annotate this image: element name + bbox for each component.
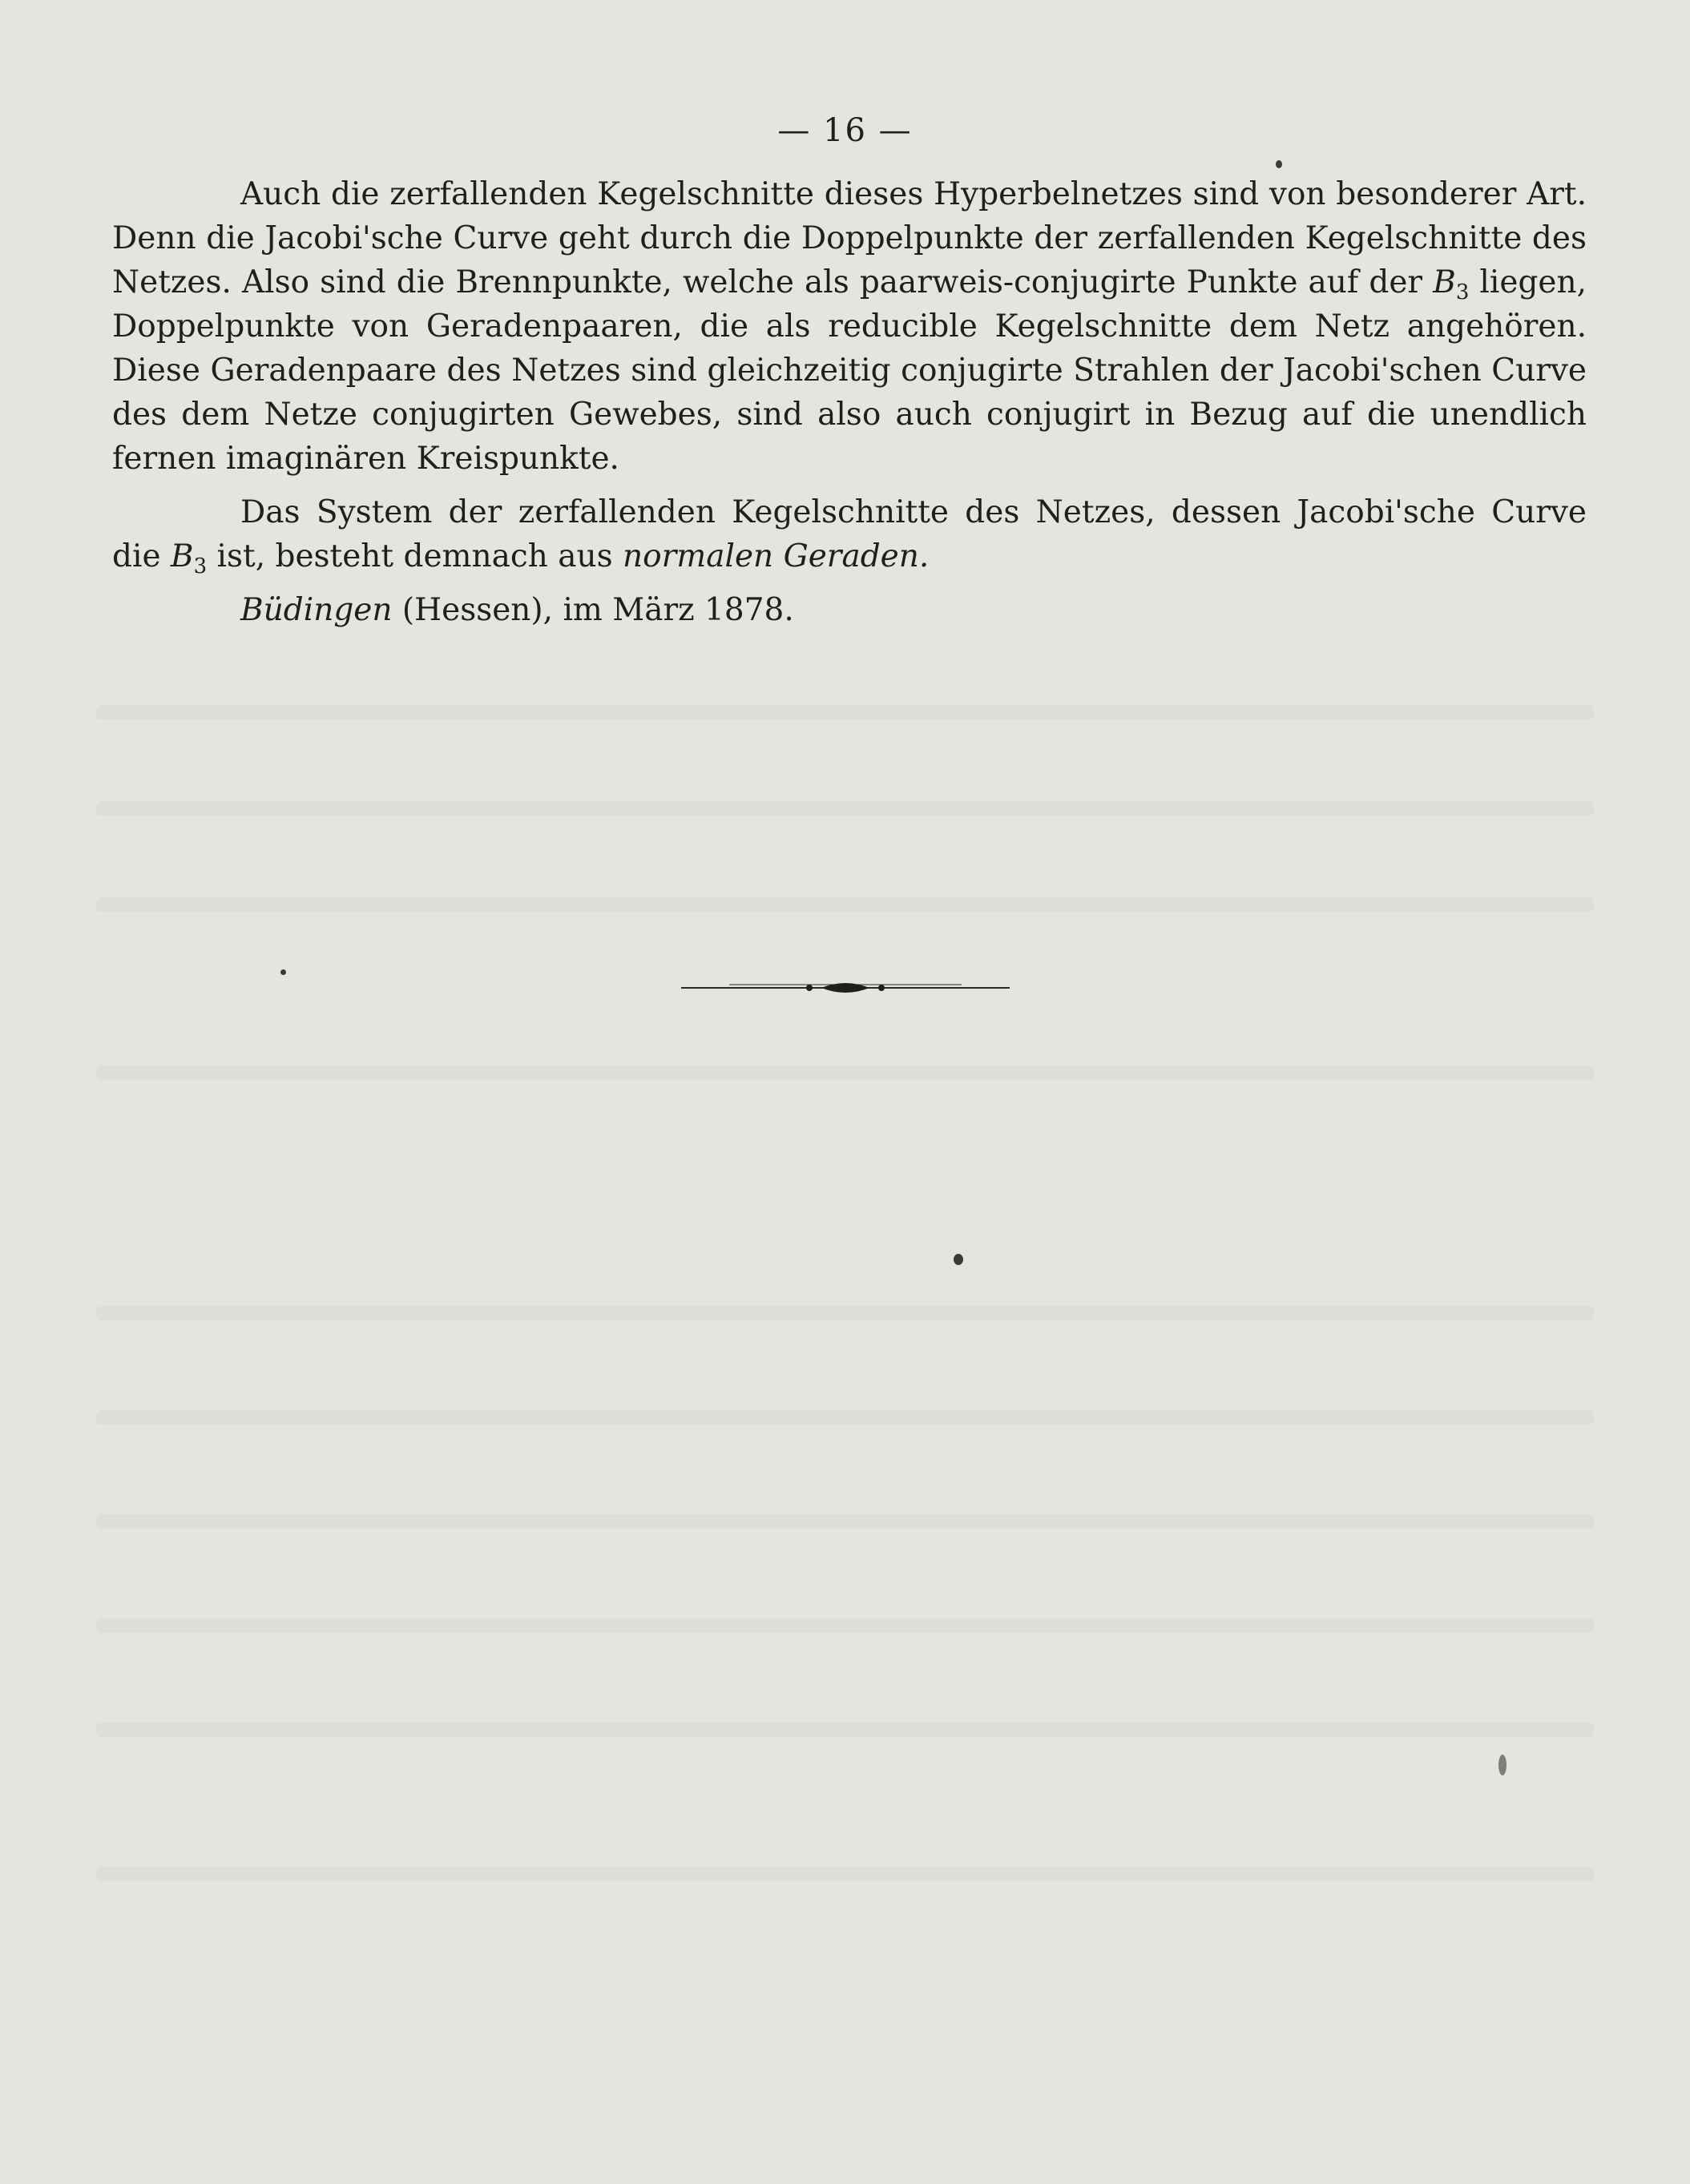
dateline — [112, 588, 1587, 632]
bleed-through — [96, 1410, 1594, 1424]
paragraph-2-text-a: Das System der zerfallenden Kegelschnitte des Netzes, dessen Jacobi'sche Curve die — [112, 494, 1587, 574]
math-variable: B — [170, 538, 194, 574]
bleed-through — [96, 1066, 1594, 1080]
paragraph-1-text-c: liegen, Doppelpunkte von Geradenpaaren, die als reducible Kegelschnitte dem Netz angehören. Diese Geradenpaare des Netzes sind gleichzeitig conjugirte Strahlen der Jacobi'schen Curve des dem Netze conjugirten Gewebes, sind also auch conjugirt in Bezug auf die unendlich fernen imaginären Kreispunkte. — [112, 264, 1587, 477]
bleed-through — [96, 1867, 1594, 1881]
body-text — [112, 172, 1587, 663]
speck — [1276, 160, 1282, 168]
math-variable: B — [1433, 264, 1456, 300]
paragraph-1 — [112, 172, 1587, 481]
dateline-place: Büdingen — [240, 592, 393, 628]
paragraph-1-text-a: Auch die zerfallenden Kegelschnitte dieses Hyperbelnetzes sind von besonderer Art. Denn die Jacobi'sche Curve geht durch die Doppelpunkte der zerfallenden Kegelschnitte des Netzes. Also sind die Brennpunkte, welche als paarweis-conjugirte Punkte auf der — [112, 176, 1587, 300]
math-subscript: 3 — [193, 554, 208, 578]
speck — [954, 1254, 963, 1265]
bleed-through — [96, 1723, 1594, 1737]
bleed-through — [96, 1618, 1594, 1633]
bleed-through — [96, 1514, 1594, 1529]
bleed-through — [96, 705, 1594, 719]
speck — [1498, 1755, 1506, 1775]
bleed-through — [96, 801, 1594, 816]
page-number: — 16 — — [777, 112, 913, 149]
bleed-through — [96, 897, 1594, 912]
paragraph-2-text-c: ist, besteht demnach aus — [207, 538, 623, 574]
paragraph-2 — [112, 490, 1587, 578]
ornamental-rule-icon — [681, 973, 1010, 1002]
math-subscript: 3 — [1455, 280, 1470, 304]
bleed-through — [96, 1306, 1594, 1320]
speck — [280, 969, 286, 975]
dateline-rest: (Hessen), im März 1878. — [392, 592, 794, 628]
italic-phrase: normalen Geraden. — [623, 538, 930, 574]
